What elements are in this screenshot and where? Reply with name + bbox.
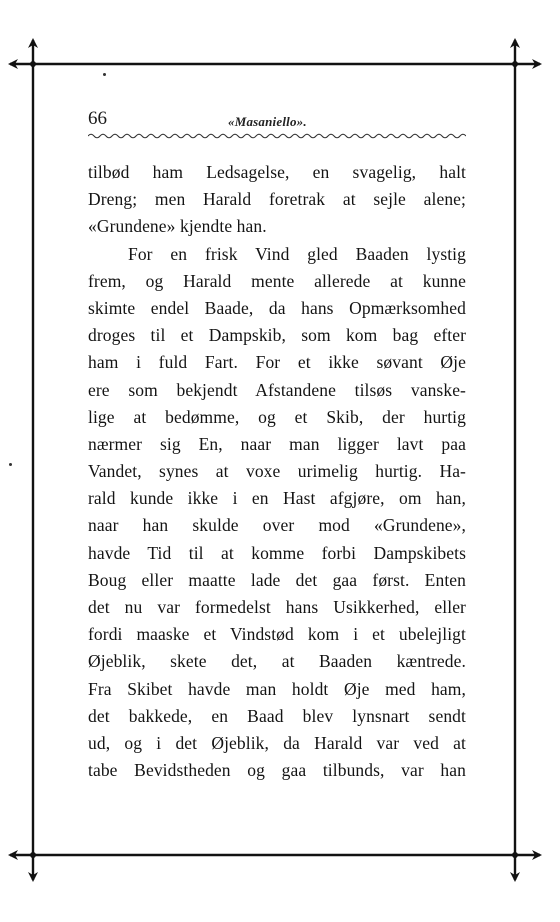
text-line: tilbød ham Ledsagelse, en svagelig, halt	[88, 162, 466, 182]
wavy-header-rule	[88, 132, 466, 140]
page-header	[88, 108, 466, 138]
text-line: tabe Bevidstheden og gaa tilbunds, var han	[88, 760, 466, 781]
text-line: Dreng; men Harald foretrak at sejle alene;	[88, 189, 466, 210]
text-line: skimte endel Baade, da hans Opmærksomhed	[88, 297, 466, 318]
text-line: naar han skulde over mod «Grundene»,	[88, 515, 466, 536]
text-line: Fra Skibet havde man holdt Øje med ham,	[88, 678, 466, 699]
text-line: ud, og i det Øjeblik, da Harald var ved at	[88, 732, 466, 753]
body-text	[88, 159, 466, 784]
text-line: ham i fuld Fart. For et ikke søvant Øje	[88, 352, 466, 373]
page-number: 66	[88, 108, 107, 129]
stray-ink-mark	[103, 73, 106, 76]
stray-ink-mark	[9, 463, 12, 466]
text-line-paragraph-start: For en frisk Vind gled Baaden lystig	[128, 243, 466, 264]
text-line: fordi maaske et Vindstød kom i et ubelejligt	[88, 624, 466, 645]
text-line: det bakkede, en Baad blev lynsnart sendt	[88, 705, 466, 726]
text-line: Øjeblik, skete det, at Baaden kæntrede.	[88, 651, 466, 672]
text-line: Vandet, synes at voxe urimelig hurtig. Ha-	[88, 461, 466, 482]
text-line-paragraph-end: «Grundene» kjendte han.	[88, 216, 267, 237]
text-line: frem, og Harald mente allerede at kunne	[88, 270, 466, 291]
text-line: ere som bekjendt Afstandene tilsøs vanske-	[88, 379, 466, 400]
text-line: nærmer sig En, naar man ligger lavt paa	[88, 433, 466, 454]
running-title: «Masaniello».	[228, 114, 307, 129]
text-line: Boug eller maatte lade det gaa først. Enten	[88, 569, 466, 590]
text-line: droges til et Dampskib, som kom bag efter	[88, 325, 466, 346]
text-line: det nu var formedelst hans Usikkerhed, eller	[88, 597, 466, 617]
text-line: havde Tid til at komme forbi Dampskibets	[88, 542, 466, 563]
text-line: rald kunde ikke i en Hast afgjøre, om han,	[88, 488, 466, 509]
text-line: lige at bedømme, og et Skib, der hurtig	[88, 406, 466, 427]
